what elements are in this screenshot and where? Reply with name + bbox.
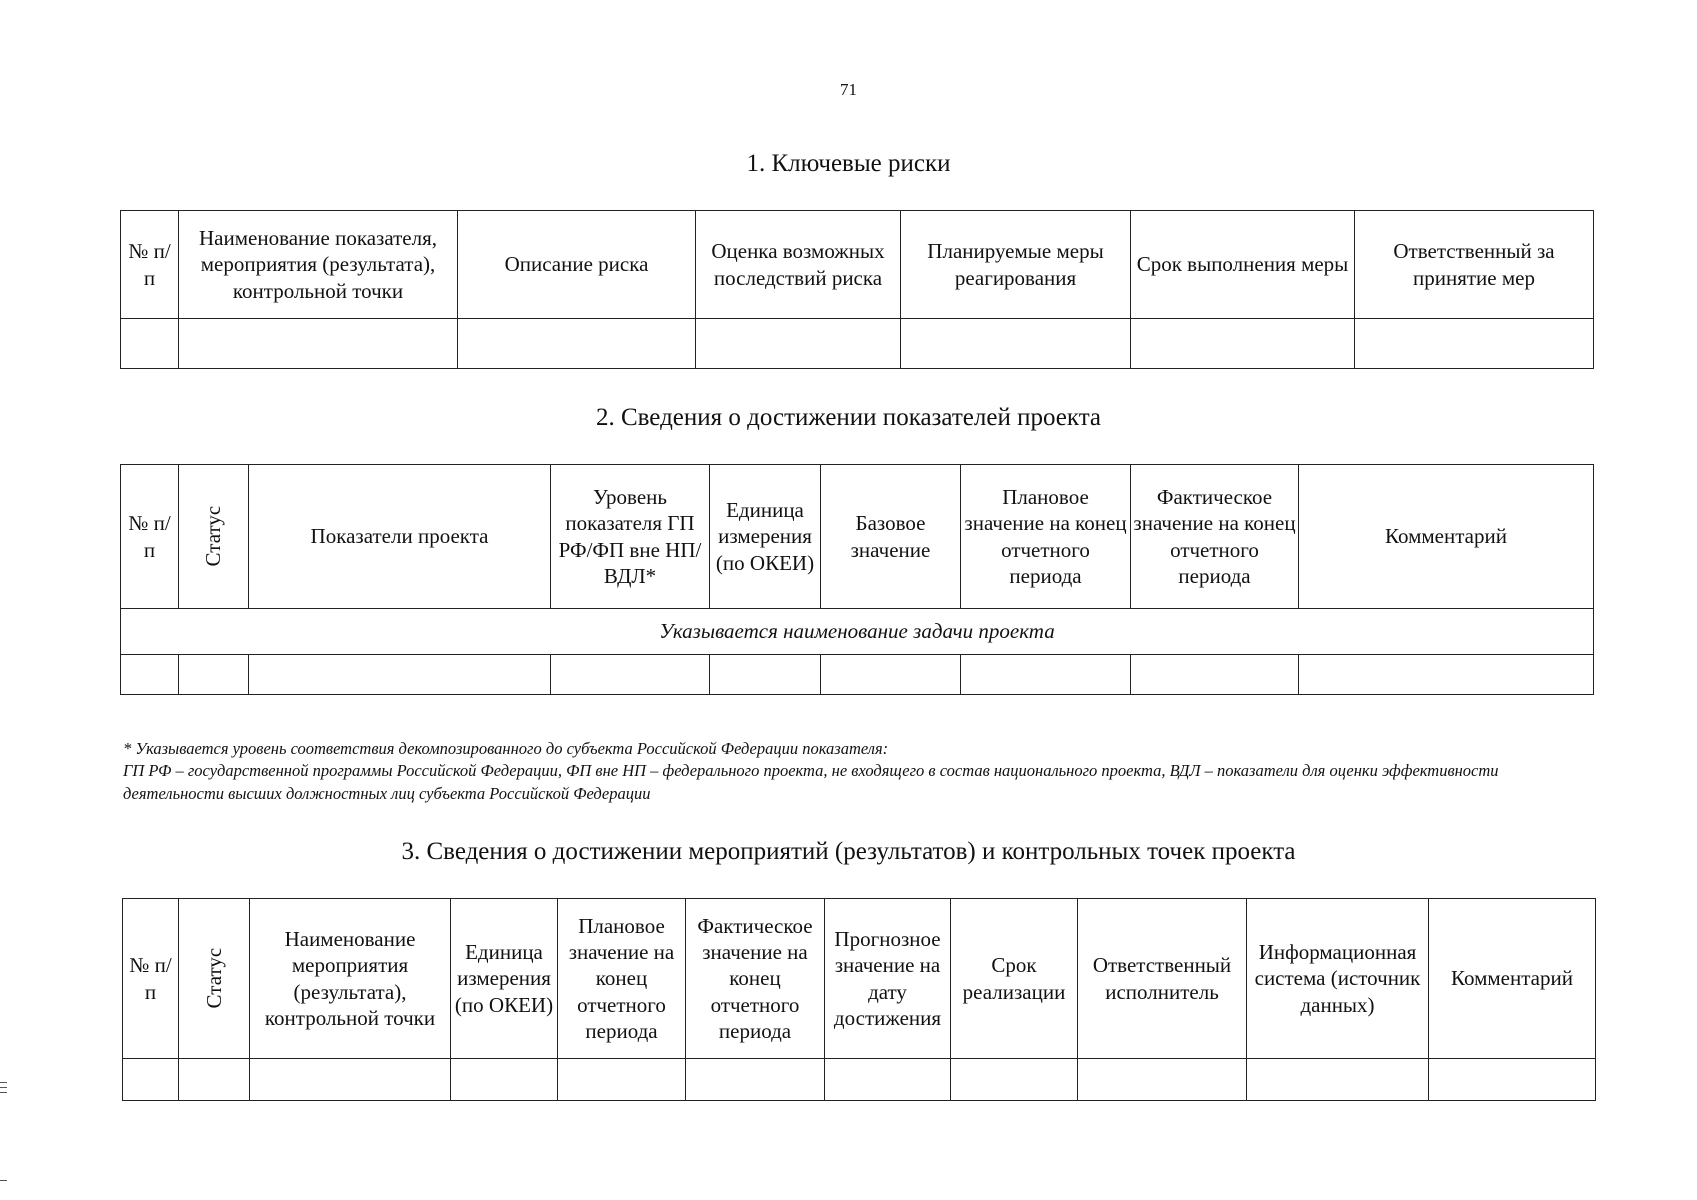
table-cell bbox=[458, 319, 696, 369]
activities-header-responsible: Ответственный исполнитель bbox=[1078, 899, 1247, 1059]
table-cell bbox=[179, 1059, 250, 1101]
table-cell bbox=[1429, 1059, 1596, 1101]
table-cell bbox=[821, 655, 961, 695]
table-cell bbox=[951, 1059, 1078, 1101]
risks-header-planned-measures: Планируемые меры реагирования bbox=[901, 211, 1131, 319]
table-cell bbox=[123, 1059, 179, 1101]
footnote-line-2: ГП РФ – государственной программы Российской Федерации, ФП вне НП – федерального проекта, не входящего в состав национального проекта, ВДЛ – показатели для оценки эффективности деятельности высших должностных лиц субъекта Российской Федерации bbox=[123, 761, 1499, 803]
table-cell bbox=[451, 1059, 558, 1101]
table-cell bbox=[1247, 1059, 1429, 1101]
risks-header-row bbox=[121, 211, 1594, 319]
margin-mark bbox=[0, 1092, 7, 1093]
indicators-header-planned-value: Плановое значение на конец отчетного периода bbox=[961, 465, 1131, 609]
indicators-header-level: Уровень показателя ГП РФ/ФП вне НП/ВДЛ* bbox=[551, 465, 710, 609]
activities-header-actual-value: Фактическое значение на конец отчетного периода bbox=[686, 899, 825, 1059]
section-2-title: 2. Сведения о достижении показателей проекта bbox=[595, 404, 1102, 431]
margin-mark bbox=[0, 1087, 7, 1088]
footnote-line-1: * Указывается уровень соответствия декомпозированного до субъекта Российской Федерации показателя: bbox=[123, 739, 889, 758]
table-cell bbox=[696, 319, 901, 369]
risks-table bbox=[120, 210, 1594, 369]
risks-header-indicator-name: Наименование показателя, мероприятия (результата), контрольной точки bbox=[179, 211, 458, 319]
table-cell bbox=[825, 1059, 951, 1101]
table-cell bbox=[121, 319, 179, 369]
indicators-header-row bbox=[121, 465, 1594, 609]
table-cell bbox=[961, 655, 1131, 695]
table-cell bbox=[901, 319, 1131, 369]
section-1-title: 1. Ключевые риски bbox=[746, 150, 951, 177]
risks-header-consequences: Оценка возможных последствий риска bbox=[696, 211, 901, 319]
indicators-empty-row bbox=[121, 655, 1594, 695]
page-number: 71 bbox=[840, 80, 857, 99]
table-cell bbox=[121, 655, 179, 695]
indicators-header-status bbox=[179, 465, 249, 609]
table-cell bbox=[1131, 319, 1355, 369]
table-cell bbox=[1131, 655, 1299, 695]
indicators-header-project-indicators: Показатели проекта bbox=[249, 465, 551, 609]
project-task-name: Указывается наименование задачи проекта bbox=[121, 609, 1594, 655]
status-vertical-label: Статус bbox=[201, 948, 226, 1009]
table-cell bbox=[558, 1059, 686, 1101]
table-cell bbox=[179, 655, 249, 695]
indicators-table bbox=[120, 464, 1594, 695]
activities-header-unit: Единица измерения (по ОКЕИ) bbox=[451, 899, 558, 1059]
table-cell bbox=[686, 1059, 825, 1101]
status-vertical-label: Статус bbox=[201, 506, 226, 567]
activities-header-deadline: Срок реализации bbox=[951, 899, 1078, 1059]
risks-empty-row bbox=[121, 319, 1594, 369]
activities-header-status bbox=[179, 899, 250, 1059]
table-cell bbox=[250, 1059, 451, 1101]
indicators-header-number: № п/п bbox=[121, 465, 179, 609]
activities-empty-row bbox=[123, 1059, 1596, 1101]
table-cell bbox=[1299, 655, 1594, 695]
table-cell bbox=[249, 655, 551, 695]
activities-header-comment: Комментарий bbox=[1429, 899, 1596, 1059]
table-cell bbox=[710, 655, 821, 695]
risks-header-number: № п/п bbox=[121, 211, 179, 319]
indicators-header-base-value: Базовое значение bbox=[821, 465, 961, 609]
footnote bbox=[123, 738, 1593, 805]
activities-header-number: № п/п bbox=[123, 899, 179, 1059]
risks-header-responsible: Ответственный за принятие мер bbox=[1355, 211, 1594, 319]
table-cell bbox=[551, 655, 710, 695]
table-cell bbox=[1078, 1059, 1247, 1101]
activities-header-info-system: Информационная система (источник данных) bbox=[1247, 899, 1429, 1059]
indicators-header-comment: Комментарий bbox=[1299, 465, 1594, 609]
table-cell bbox=[179, 319, 458, 369]
margin-mark bbox=[0, 1180, 7, 1181]
activities-header-planned-value: Плановое значение на конец отчетного периода bbox=[558, 899, 686, 1059]
activities-header-row bbox=[123, 899, 1596, 1059]
activities-header-forecast-value: Прогнозное значение на дату достижения bbox=[825, 899, 951, 1059]
margin-mark bbox=[0, 1082, 7, 1083]
risks-header-deadline: Срок выполнения меры bbox=[1131, 211, 1355, 319]
activities-header-activity-name: Наименование мероприятия (результата), контрольной точки bbox=[250, 899, 451, 1059]
table-cell bbox=[1355, 319, 1594, 369]
indicators-header-unit: Единица измерения (по ОКЕИ) bbox=[710, 465, 821, 609]
section-3-title: 3. Сведения о достижении мероприятий (результатов) и контрольных точек проекта bbox=[401, 838, 1296, 865]
indicators-header-actual-value: Фактическое значение на конец отчетного периода bbox=[1131, 465, 1299, 609]
activities-table bbox=[122, 898, 1596, 1101]
risks-header-risk-description: Описание риска bbox=[458, 211, 696, 319]
indicators-task-row bbox=[121, 609, 1594, 655]
